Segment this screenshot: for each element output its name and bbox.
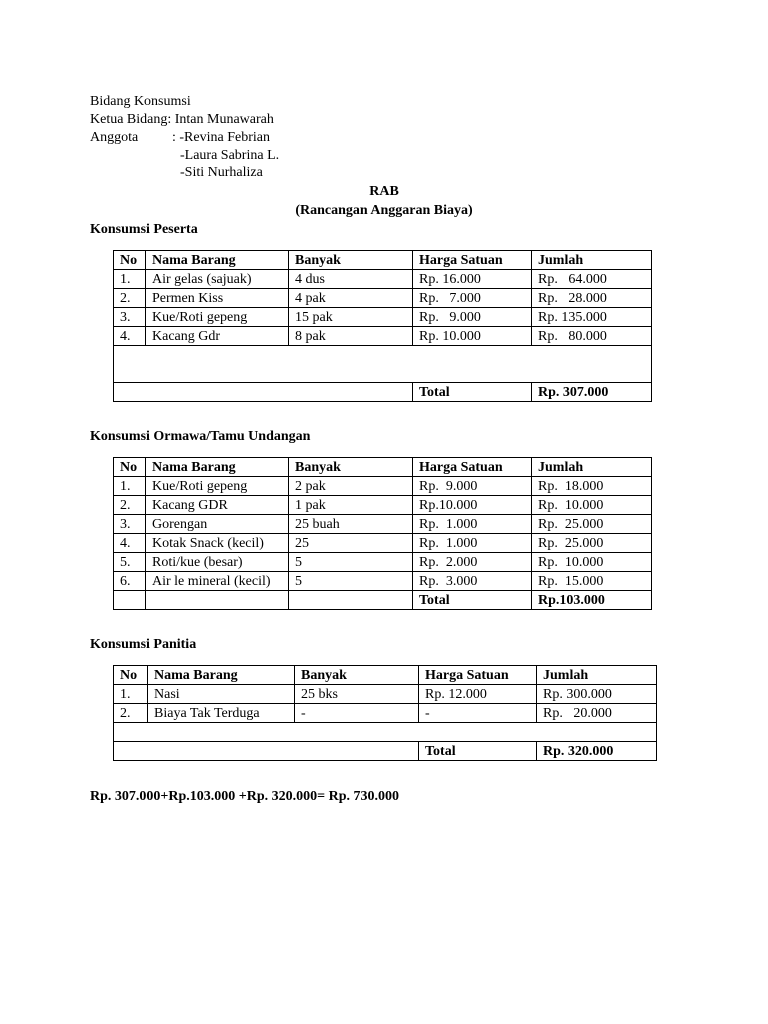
- cell-banyak: 8 pak: [289, 327, 413, 346]
- cell-jumlah: Rp. 25.000: [532, 515, 652, 534]
- col-nama-barang: Nama Barang: [148, 666, 295, 685]
- blank-row: [114, 346, 652, 383]
- cell-banyak: 15 pak: [289, 308, 413, 327]
- col-banyak: Banyak: [289, 458, 413, 477]
- cell-banyak: 1 pak: [289, 496, 413, 515]
- blank-row: [114, 723, 657, 742]
- anggota-member-3: -Siti Nurhaliza: [180, 165, 263, 180]
- total-row: [114, 742, 657, 761]
- col-banyak: Banyak: [295, 666, 419, 685]
- table-header-row: [114, 251, 652, 270]
- cell-harga: Rp. 10.000: [413, 327, 532, 346]
- total-empty-no: [114, 591, 146, 610]
- cell-no: 5.: [114, 553, 146, 572]
- table-row: [114, 327, 652, 346]
- cell-harga: Rp. 7.000: [413, 289, 532, 308]
- total-label: Total: [419, 742, 537, 761]
- col-nama-barang: Nama Barang: [146, 251, 289, 270]
- cell-jumlah: Rp. 20.000: [537, 704, 657, 723]
- col-jumlah: Jumlah: [532, 251, 652, 270]
- col-no: No: [114, 458, 146, 477]
- doc-title: RAB: [369, 184, 399, 199]
- cell-nama: Gorengan: [146, 515, 289, 534]
- total-row: [114, 383, 652, 402]
- cell-banyak: -: [295, 704, 419, 723]
- col-no: No: [114, 666, 148, 685]
- table-row: [114, 704, 657, 723]
- table-header-row: [114, 458, 652, 477]
- table-panitia: [113, 665, 657, 761]
- cell-no: 1.: [114, 685, 148, 704]
- table-row: [114, 572, 652, 591]
- table-row: [114, 496, 652, 515]
- cell-jumlah: Rp. 64.000: [532, 270, 652, 289]
- cell-banyak: 5: [289, 572, 413, 591]
- cell-no: 2.: [114, 704, 148, 723]
- cell-nama: Air le mineral (kecil): [146, 572, 289, 591]
- cell-harga: Rp. 16.000: [413, 270, 532, 289]
- cell-harga: Rp. 3.000: [413, 572, 532, 591]
- cell-banyak: 2 pak: [289, 477, 413, 496]
- table-row: [114, 534, 652, 553]
- cell-jumlah: Rp. 28.000: [532, 289, 652, 308]
- col-harga-satuan: Harga Satuan: [413, 458, 532, 477]
- cell-no: 2.: [114, 496, 146, 515]
- cell-jumlah: Rp. 25.000: [532, 534, 652, 553]
- total-value: Rp. 307.000: [532, 383, 652, 402]
- table-header-row: [114, 666, 657, 685]
- cell-jumlah: Rp. 135.000: [532, 308, 652, 327]
- blank-cell: [114, 723, 657, 742]
- cell-no: 2.: [114, 289, 146, 308]
- col-no: No: [114, 251, 146, 270]
- total-label: Total: [413, 591, 532, 610]
- cell-jumlah: Rp. 10.000: [532, 496, 652, 515]
- cell-jumlah: Rp. 80.000: [532, 327, 652, 346]
- table-row: [114, 685, 657, 704]
- cell-nama: Kotak Snack (kecil): [146, 534, 289, 553]
- table-row: [114, 477, 652, 496]
- cell-harga: Rp.10.000: [413, 496, 532, 515]
- total-value: Rp.103.000: [532, 591, 652, 610]
- cell-nama: Permen Kiss: [146, 289, 289, 308]
- total-row: [114, 591, 652, 610]
- cell-nama: Kacang GDR: [146, 496, 289, 515]
- cell-banyak: 4 pak: [289, 289, 413, 308]
- total-empty-banyak: [289, 591, 413, 610]
- cell-no: 1.: [114, 270, 146, 289]
- cell-banyak: 25 bks: [295, 685, 419, 704]
- table-row: [114, 289, 652, 308]
- cell-banyak: 25: [289, 534, 413, 553]
- anggota-label: Anggota: [90, 130, 139, 145]
- cell-nama: Kue/Roti gepeng: [146, 308, 289, 327]
- table-row: [114, 270, 652, 289]
- cell-harga: Rp. 1.000: [413, 534, 532, 553]
- col-jumlah: Jumlah: [532, 458, 652, 477]
- col-harga-satuan: Harga Satuan: [419, 666, 537, 685]
- cell-banyak: 25 buah: [289, 515, 413, 534]
- total-label: Total: [413, 383, 532, 402]
- total-value: Rp. 320.000: [537, 742, 657, 761]
- cell-harga: Rp. 12.000: [419, 685, 537, 704]
- cell-nama: Kacang Gdr: [146, 327, 289, 346]
- table-ormawa: [113, 457, 652, 610]
- grand-total: Rp. 307.000+Rp.103.000 +Rp. 320.000= Rp. 730.000: [90, 789, 400, 804]
- table-row: [114, 553, 652, 572]
- table-row: [114, 515, 652, 534]
- table-row: [114, 308, 652, 327]
- anggota-member-1: : -Revina Febrian: [172, 130, 270, 145]
- cell-jumlah: Rp. 18.000: [532, 477, 652, 496]
- cell-jumlah: Rp. 10.000: [532, 553, 652, 572]
- col-banyak: Banyak: [289, 251, 413, 270]
- cell-no: 1.: [114, 477, 146, 496]
- cell-harga: Rp. 9.000: [413, 477, 532, 496]
- ketua-line: Ketua Bidang: Intan Munawarah: [90, 112, 274, 127]
- cell-no: 6.: [114, 572, 146, 591]
- cell-nama: Nasi: [148, 685, 295, 704]
- cell-harga: -: [419, 704, 537, 723]
- doc-subtitle: (Rancangan Anggaran Biaya): [295, 203, 473, 218]
- section-heading-peserta: Konsumsi Peserta: [90, 222, 198, 237]
- cell-jumlah: Rp. 300.000: [537, 685, 657, 704]
- col-harga-satuan: Harga Satuan: [413, 251, 532, 270]
- anggota-member-2: -Laura Sabrina L.: [180, 148, 280, 163]
- cell-harga: Rp. 9.000: [413, 308, 532, 327]
- blank-cell: [114, 346, 652, 383]
- cell-harga: Rp. 2.000: [413, 553, 532, 572]
- table-peserta: [113, 250, 652, 402]
- total-spacer: [114, 383, 413, 402]
- cell-no: 3.: [114, 308, 146, 327]
- section-heading-panitia: Konsumsi Panitia: [90, 637, 197, 652]
- cell-nama: Kue/Roti gepeng: [146, 477, 289, 496]
- section-heading-ormawa: Konsumsi Ormawa/Tamu Undangan: [90, 429, 311, 444]
- cell-nama: Air gelas (sajuak): [146, 270, 289, 289]
- cell-no: 3.: [114, 515, 146, 534]
- col-nama-barang: Nama Barang: [146, 458, 289, 477]
- cell-nama: Roti/kue (besar): [146, 553, 289, 572]
- cell-no: 4.: [114, 534, 146, 553]
- cell-no: 4.: [114, 327, 146, 346]
- bidang-line: Bidang Konsumsi: [90, 94, 191, 109]
- total-empty-nama: [146, 591, 289, 610]
- total-spacer: [114, 742, 419, 761]
- cell-harga: Rp. 1.000: [413, 515, 532, 534]
- cell-banyak: 4 dus: [289, 270, 413, 289]
- cell-jumlah: Rp. 15.000: [532, 572, 652, 591]
- cell-nama: Biaya Tak Terduga: [148, 704, 295, 723]
- col-jumlah: Jumlah: [537, 666, 657, 685]
- cell-banyak: 5: [289, 553, 413, 572]
